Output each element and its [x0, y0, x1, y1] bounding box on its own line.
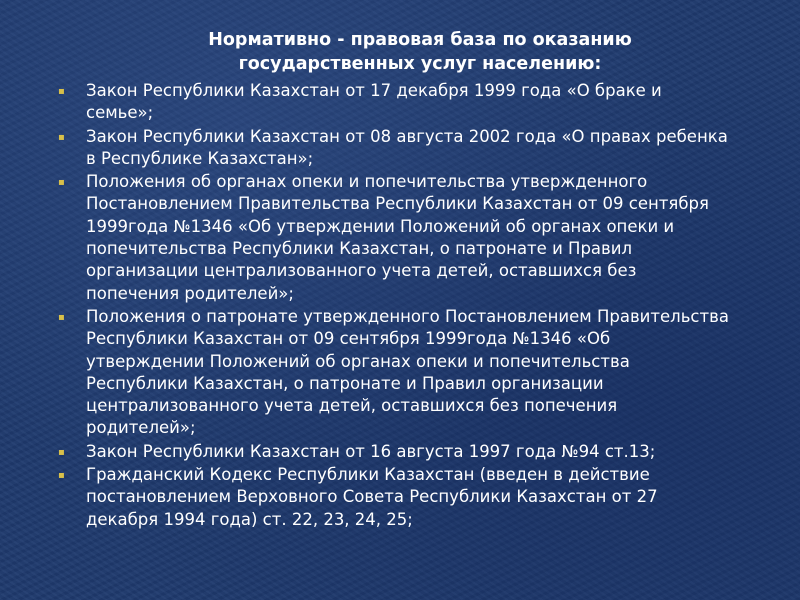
title-line-2: государственных услуг населению: — [238, 54, 602, 74]
list-item-text: Гражданский Кодекс Республики Казахстан (введен в действие постановлением Верховного Совета Республики Казахстан от 27 декабря 1994 года) ст. 22, 23, 24, 25; — [86, 465, 658, 529]
list-item-text: Положения о патронате утвержденного Постановлением Правительства Республики Казахстан от 09 сентября 1999года №1346 «Об утверждении Положений об органах опеки и попечительства Республики Казахстан, о патронате и Правил организации централизованного учета детей, оставшихся без попечения родителей»; — [86, 306, 729, 438]
list-item-text: Закон Республики Казахстан от 17 декабря 1999 года «О браке и семье»; — [86, 81, 662, 123]
list-item — [56, 80, 776, 125]
slide-title — [150, 28, 690, 76]
list-item-text: Положения об органах опеки и попечительства утвержденного Постановлением Правительства Республики Казахстан от 09 сентября 1999года №1346 «Об утверждении Положений об органах опеки и попечительства Республики Казахстан, о патронате и Правил организации централизованного учета детей, оставшихся без попечения родителей»; — [86, 172, 709, 303]
legal-basis-list — [56, 80, 776, 532]
list-item-text: Закон Республики Казахстан от 08 августа 2002 года «О правах ребенка в Республике Казахстан»; — [86, 126, 728, 168]
bullet-icon: ▪ — [58, 131, 65, 143]
list-item — [56, 441, 776, 463]
bullet-icon: ▪ — [58, 86, 65, 97]
bullet-icon: ▪ — [58, 311, 65, 323]
title-line-1: Нормативно - правовая база по оказанию — [208, 30, 632, 50]
list-item — [56, 126, 776, 171]
bullet-icon: ▪ — [58, 446, 65, 458]
list-item — [56, 171, 776, 305]
list-item — [56, 464, 776, 531]
list-item-text: Закон Республики Казахстан от 16 августа 1997 года №94 ст.13; — [86, 441, 656, 461]
list-item — [56, 306, 776, 440]
bullet-icon: ▪ — [58, 177, 65, 189]
bullet-icon: ▪ — [58, 470, 65, 482]
